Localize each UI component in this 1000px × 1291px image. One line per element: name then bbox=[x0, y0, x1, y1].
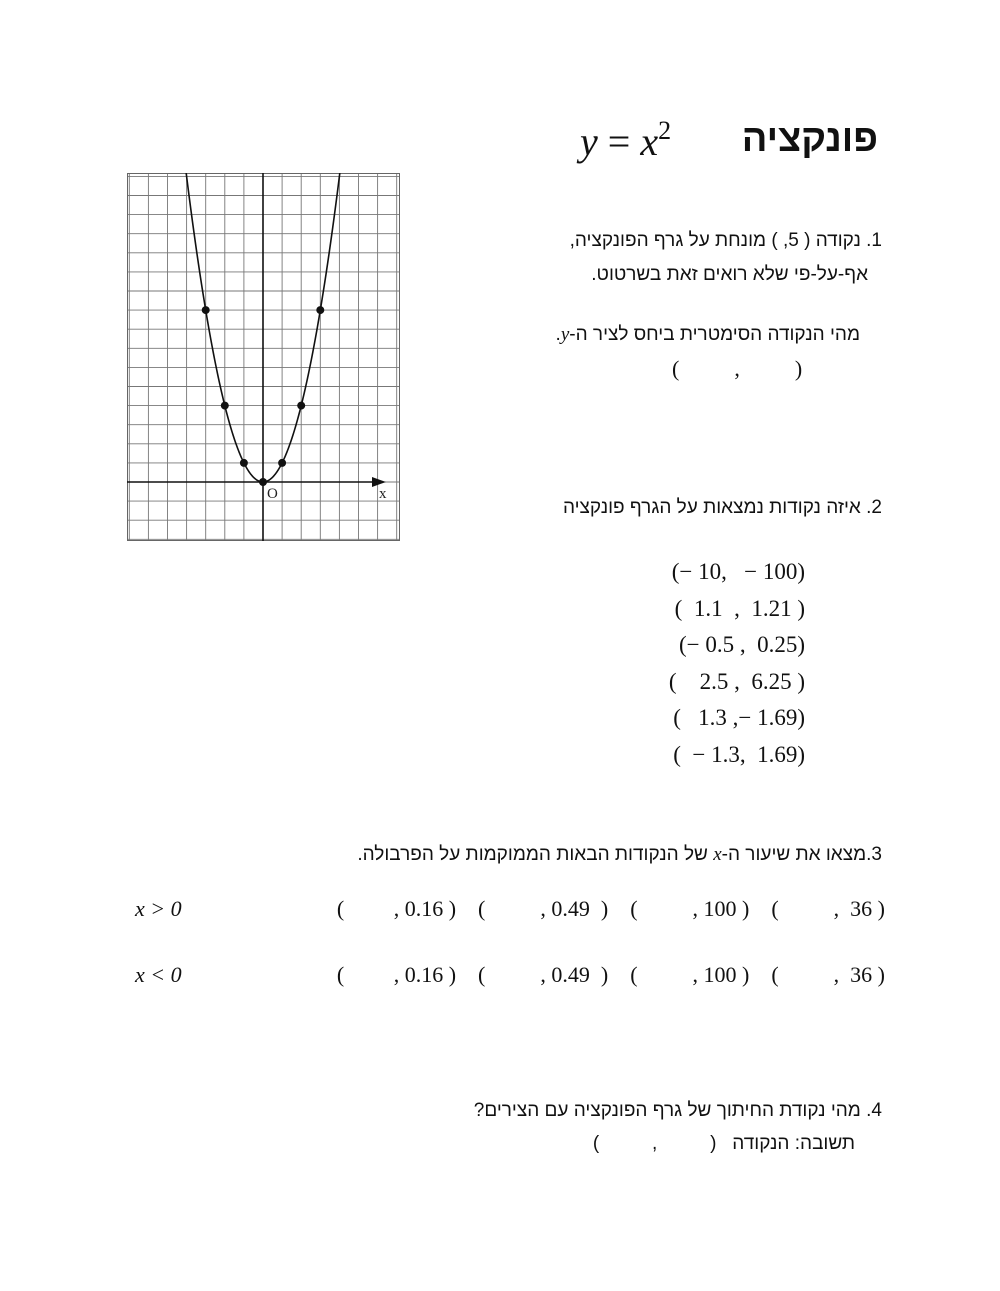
graph-axes bbox=[127, 173, 386, 541]
q1-answer-blank[interactable]: ( , ) bbox=[672, 356, 803, 381]
q2-point-option[interactable]: ( − 1.3, 1.69) bbox=[673, 741, 805, 767]
graph-point bbox=[240, 459, 248, 467]
origin-label: O bbox=[267, 486, 278, 502]
q3-pairs-positive[interactable]: ( , 0.16 ) ( , 0.49 ) ( , 100 ) ( , 36 ) bbox=[336, 896, 885, 921]
q3-pairs-negative[interactable]: ( , 0.16 ) ( , 0.49 ) ( , 100 ) ( , 36 ) bbox=[336, 962, 885, 987]
graph-point bbox=[316, 306, 324, 314]
graph-point bbox=[221, 402, 229, 410]
q2-point-option[interactable]: (− 0.5 , 0.25) bbox=[678, 632, 805, 658]
q3-row-negative bbox=[125, 962, 885, 992]
q2-point-option[interactable]: ( 1.3 ,− 1.69) bbox=[673, 705, 805, 731]
q4-title: 4. מהי נקודת החיתוך של גרף הפונקציה עם הצירים? bbox=[473, 1100, 882, 1121]
parabola-graph bbox=[127, 173, 400, 541]
q3-condition-positive: x > 0 bbox=[135, 896, 182, 921]
q3-condition-negative: x < 0 bbox=[135, 962, 182, 987]
q2-point-option[interactable]: ( 1.1 , 1.21 ) bbox=[674, 595, 805, 621]
graph-point bbox=[259, 478, 267, 486]
q1-statement-cont: אף-על-פי שלא רואים זאת בשרטוט. bbox=[591, 264, 868, 285]
page-title: פונקציה bbox=[741, 118, 878, 160]
title-equation: $y = x^2$ bbox=[580, 116, 672, 164]
q1-question: מהי הנקודה הסימטרית ביחס לציר ה-y. bbox=[555, 324, 860, 345]
x-axis-label: x bbox=[379, 486, 387, 502]
q1-statement: 1. נקודה ( 5, ) מונחת על גרף הפונקציה, bbox=[569, 230, 882, 251]
q2-title: 2. איזה נקודות נמצאות על הגרף פונקציה bbox=[562, 497, 882, 518]
q3-row-positive bbox=[125, 896, 885, 926]
q3-title: 3.מצאו את שיעור ה-x של הנקודות הבאות הממוקמות על הפרבולה. bbox=[357, 844, 882, 865]
graph-point bbox=[202, 306, 210, 314]
graph-point bbox=[297, 402, 305, 410]
q2-point-option[interactable]: ( 2.5 , 6.25 ) bbox=[668, 668, 805, 694]
q2-point-option[interactable]: (− 10, − 100) bbox=[671, 559, 805, 584]
graph-point bbox=[278, 459, 286, 467]
q2-point-list bbox=[635, 554, 805, 774]
q4-answer-blank[interactable]: תשובה: הנקודה ( , ) bbox=[592, 1133, 855, 1154]
